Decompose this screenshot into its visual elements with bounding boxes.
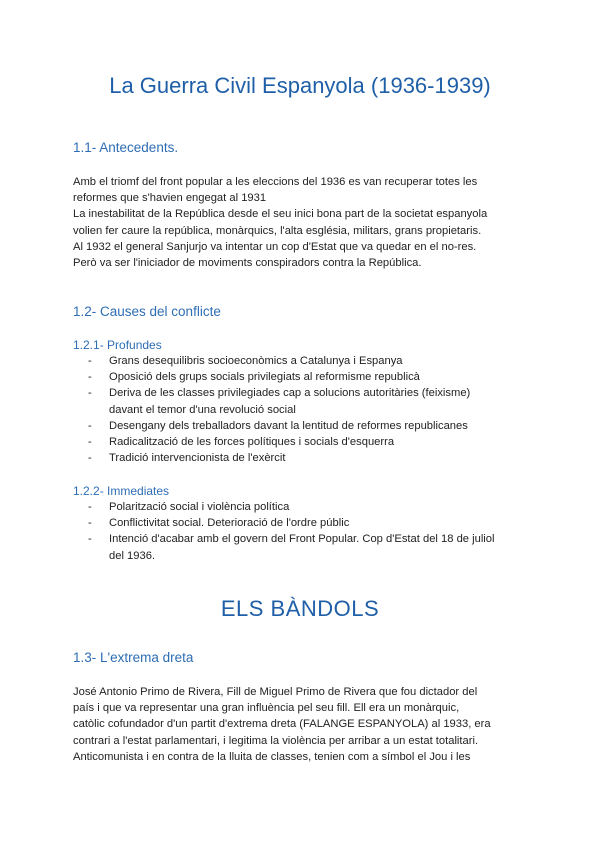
text-line: Però va ser l'iniciador de moviments conspiradors contra la República. [73,257,422,270]
text-line: La inestabilitat de la República desde el seu inici bona part de la societat espanyola [73,208,488,221]
text-line: Anticomunista i en contra de la lluita de classes, tenien com a símbol el Jou i les [73,750,471,763]
text-line: José Antonio Primo de Rivera, Fill de Miguel Primo de Rivera que fou dictador del [73,686,478,698]
list-item: - Tradició intervencionista de l'exèrcit [88,452,286,465]
list-item: - Polarització social i violència política [88,501,290,513]
text-line: catòlic cofundador d'un partit d'extrema dreta (FALANGE ESPANYOLA) al 1933, era [73,718,491,731]
document-title: La Guerra Civil Espanyola (1936-1939) [109,73,491,98]
text-line: Amb el triomf del front popular a les eleccions del 1936 es van recuperar totes les [73,176,478,188]
subsection-heading-immediates: 1.2.2- Immediates [73,484,170,498]
section-heading-causes: 1.2- Causes del conflicte [73,304,221,319]
list-item: - Oposició dels grups socials privilegiats al reformisme republicà [88,371,420,384]
section-heading-antecedents: 1.1- Antecedents. [73,140,179,155]
text-line: volien fer caure la república, monàrquics, l'alta església, militars, grans propietaris. [73,224,482,237]
list-item: - Deriva de les classes privilegiades cap a solucions autoritàries (feixisme) davant el temor d'una revolució social [88,387,471,416]
paragraph-extrema-dreta [73,684,543,765]
text-line: contrari a l'estat parlamentari, i legitima la violència per arribar a un estat totalitari. [73,734,479,747]
subsection-heading-profundes: 1.2.1- Profundes [73,338,162,352]
text-line: reformes que s'havien engegat al 1931 [73,192,267,205]
list-immediates [88,499,548,564]
paragraph-antecedents [73,174,543,271]
list-item: - Grans desequilibris socioeconòmics a Catalunya i Espanya [88,355,403,367]
text-line: Al 1932 el general Sanjurjo va intentar un cop d'Estat que va quedar en el no-res. [73,240,477,253]
text-line: país i que va representar una gran influència pel seu fill. Ell era un monàrquic, [73,702,460,715]
list-profundes [88,353,548,466]
list-item: - Conflictivitat social. Deterioració de l'ordre públic [88,517,350,530]
heading-els-bandols: ELS BÀNDOLS [220,596,380,621]
section-heading-extrema-dreta: 1.3- L'extrema dreta [73,650,194,665]
list-item: - Intenció d'acabar amb el govern del Front Popular. Cop d'Estat del 18 de juliol del 1936. [88,533,495,562]
list-item: - Radicalització de les forces polítiques i socials d'esquerra [88,436,395,449]
list-item: - Desengany dels treballadors davant la lentitud de reformes republicanes [88,419,468,432]
